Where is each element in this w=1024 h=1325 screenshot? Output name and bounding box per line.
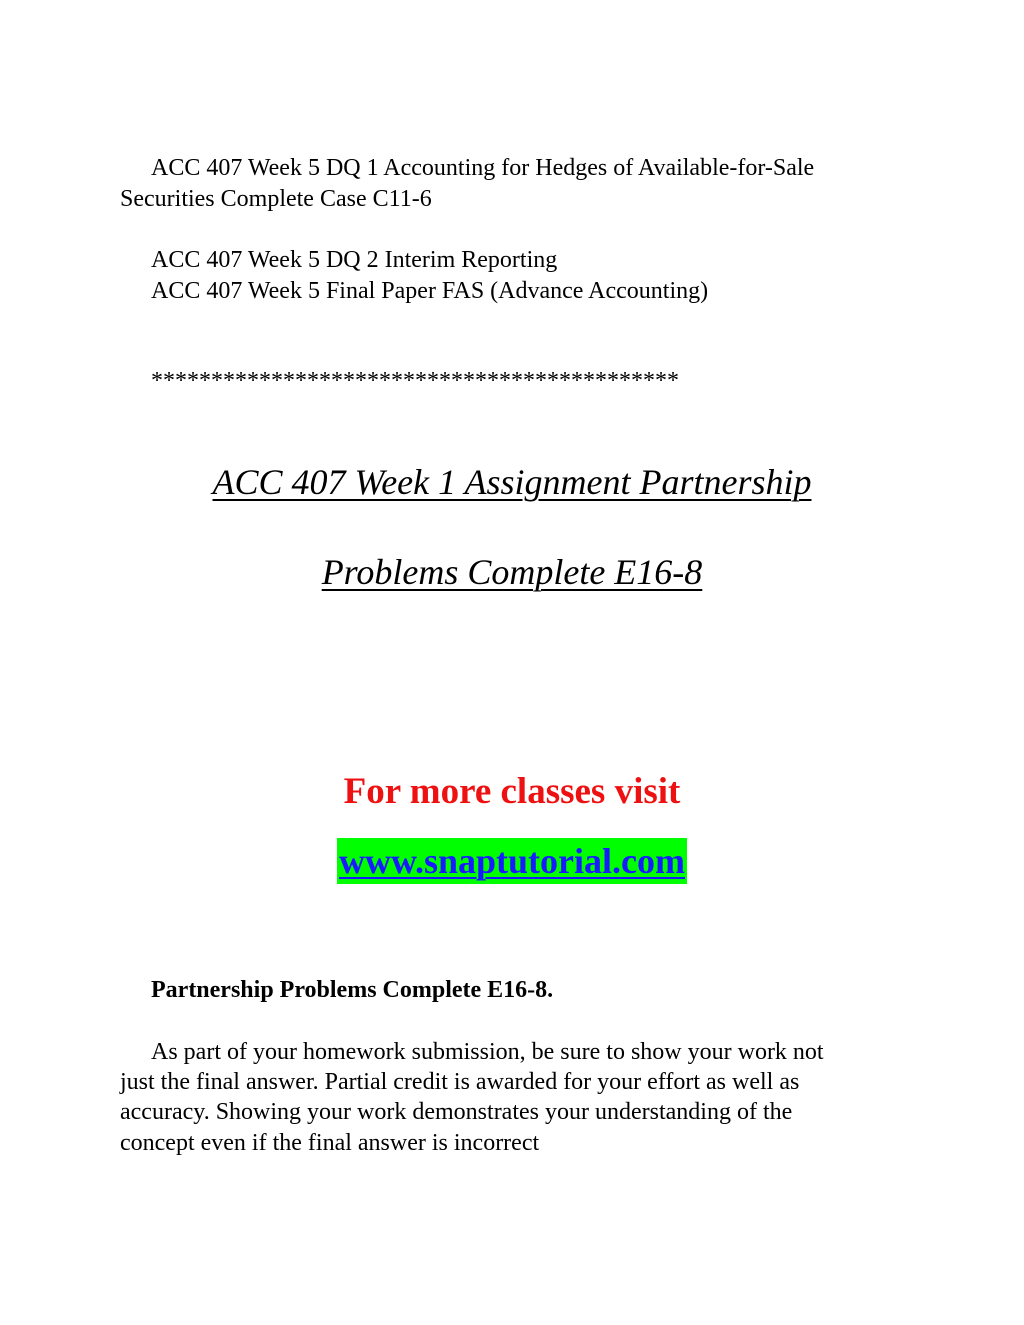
- page-title-line2: [0, 550, 1024, 594]
- topic-dq1-line2: Securities Complete Case C11-6: [120, 186, 432, 212]
- paragraph-line-3: accuracy. Showing your work demonstrates your understanding of the: [120, 1099, 793, 1125]
- page-title-line2-text: Problems Complete E16-8: [321, 552, 703, 592]
- snaptutorial-link[interactable]: www.snaptutorial.com: [337, 838, 687, 884]
- paragraph-line-2: just the final answer. Partial credit is awarded for your effort as well as: [120, 1069, 800, 1095]
- paragraph-line-1: As part of your homework submission, be sure to show your work not: [151, 1039, 824, 1065]
- paragraph-line-4: concept even if the final answer is incorrect: [120, 1130, 540, 1156]
- promo-link-container: [0, 838, 1024, 884]
- separator-stars: ********************************************: [151, 368, 679, 394]
- promo-text: For more classes visit: [343, 771, 681, 812]
- topic-final-paper: ACC 407 Week 5 Final Paper FAS (Advance Accounting): [151, 278, 709, 304]
- page-title-line1-text: ACC 407 Week 1 Assignment Partnership: [212, 462, 812, 502]
- section-heading: Partnership Problems Complete E16-8.: [151, 977, 554, 1003]
- topic-dq2: ACC 407 Week 5 DQ 2 Interim Reporting: [151, 247, 558, 273]
- page-title-line1: [0, 460, 1024, 504]
- topic-dq1-line1: ACC 407 Week 5 DQ 1 Accounting for Hedges of Available-for-Sale: [151, 155, 815, 181]
